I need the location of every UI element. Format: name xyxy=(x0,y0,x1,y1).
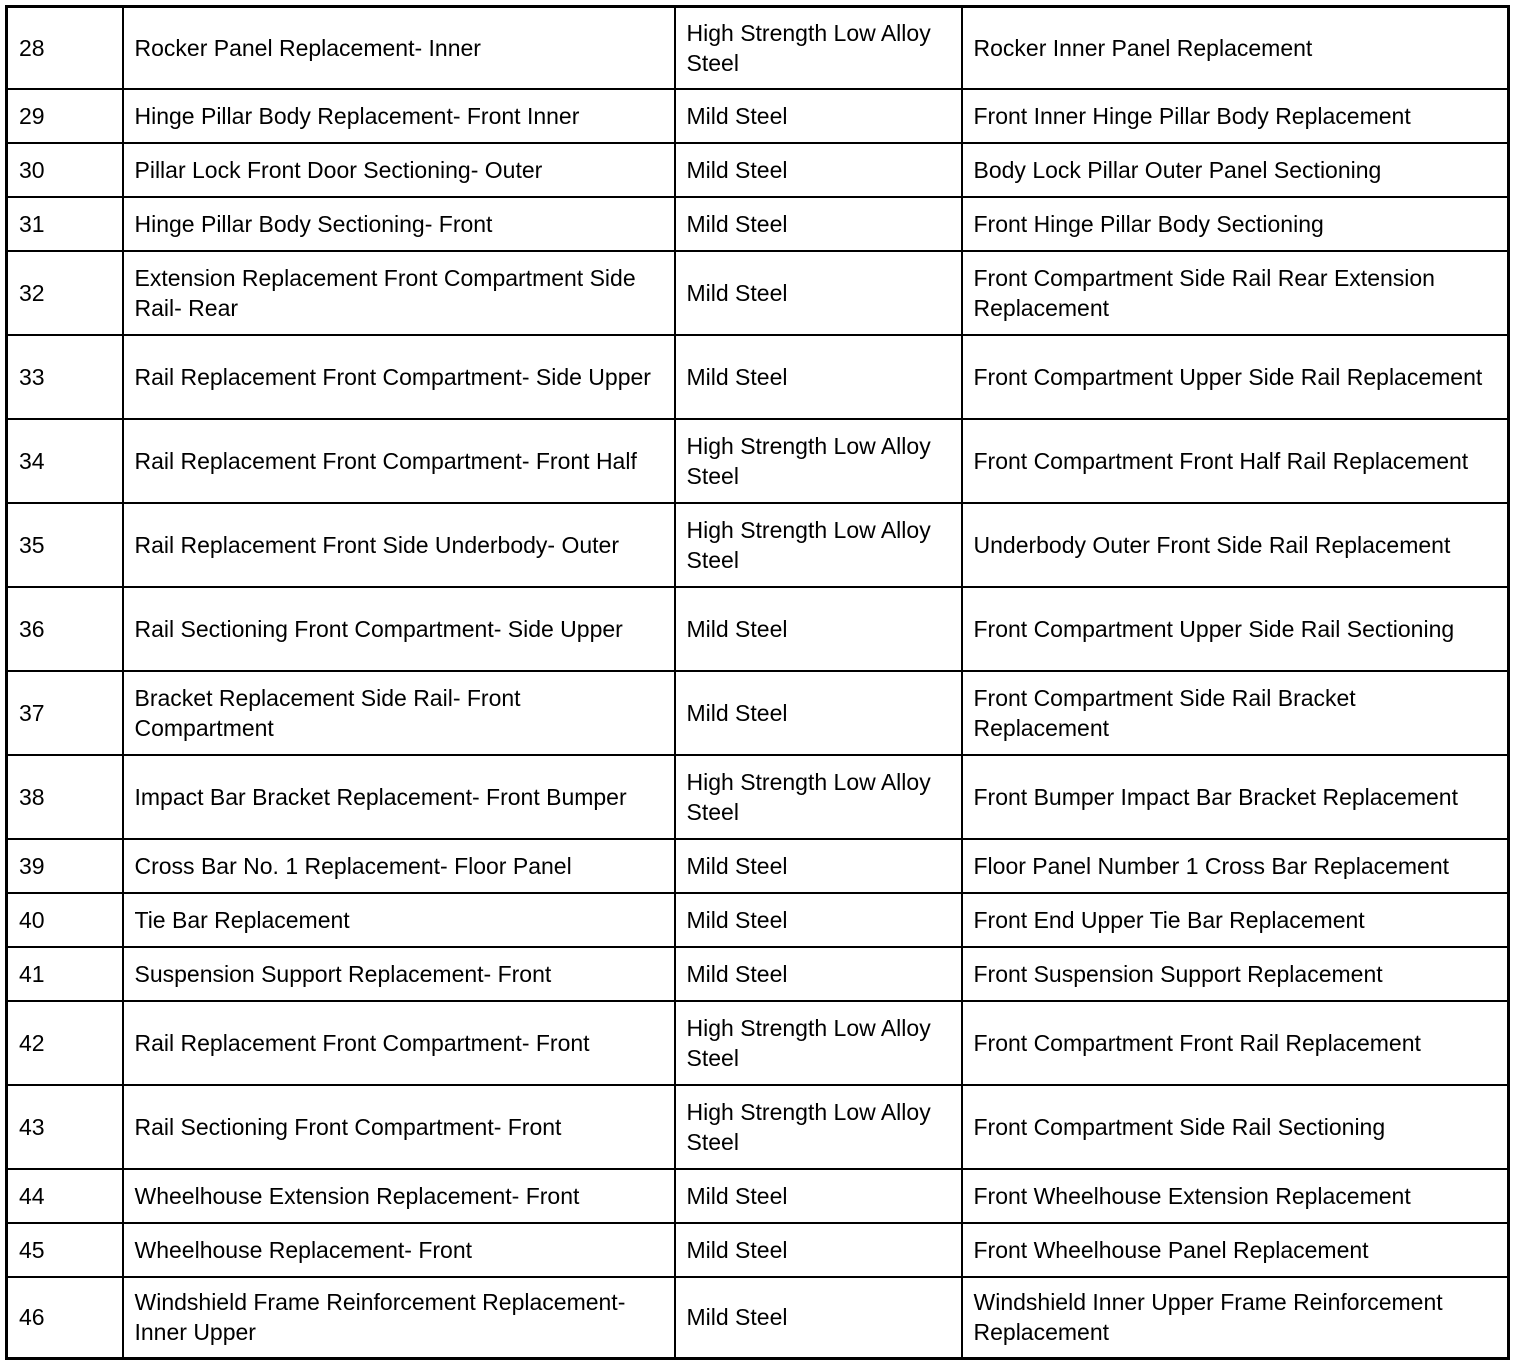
part-name: Pillar Lock Front Door Sectioning- Outer xyxy=(123,143,675,197)
material: Mild Steel xyxy=(675,251,962,335)
material: High Strength Low Alloy Steel xyxy=(675,755,962,839)
procedure-description: Front Compartment Upper Side Rail Sectioning xyxy=(962,587,1509,671)
row-number: 38 xyxy=(7,755,123,839)
parts-table-body xyxy=(7,7,1509,1359)
row-number: 32 xyxy=(7,251,123,335)
material: Mild Steel xyxy=(675,671,962,755)
procedure-description: Front Inner Hinge Pillar Body Replacement xyxy=(962,89,1509,143)
material: Mild Steel xyxy=(675,335,962,419)
row-number: 42 xyxy=(7,1001,123,1085)
procedure-description: Front Suspension Support Replacement xyxy=(962,947,1509,1001)
row-number: 37 xyxy=(7,671,123,755)
table-row xyxy=(7,1277,1509,1359)
table-row xyxy=(7,1223,1509,1277)
part-name: Cross Bar No. 1 Replacement- Floor Panel xyxy=(123,839,675,893)
table-row xyxy=(7,335,1509,419)
procedure-description: Body Lock Pillar Outer Panel Sectioning xyxy=(962,143,1509,197)
material: High Strength Low Alloy Steel xyxy=(675,1085,962,1169)
part-name: Windshield Frame Reinforcement Replacement- Inner Upper xyxy=(123,1277,675,1359)
procedure-description: Front Wheelhouse Extension Replacement xyxy=(962,1169,1509,1223)
table-row xyxy=(7,839,1509,893)
procedure-description: Front Hinge Pillar Body Sectioning xyxy=(962,197,1509,251)
material: Mild Steel xyxy=(675,947,962,1001)
table-row xyxy=(7,503,1509,587)
part-name: Hinge Pillar Body Replacement- Front Inner xyxy=(123,89,675,143)
material: Mild Steel xyxy=(675,1223,962,1277)
material: Mild Steel xyxy=(675,1277,962,1359)
part-name: Hinge Pillar Body Sectioning- Front xyxy=(123,197,675,251)
table-row xyxy=(7,7,1509,89)
procedure-description: Front Compartment Side Rail Rear Extension Replacement xyxy=(962,251,1509,335)
row-number: 31 xyxy=(7,197,123,251)
row-number: 40 xyxy=(7,893,123,947)
procedure-description: Front Bumper Impact Bar Bracket Replacement xyxy=(962,755,1509,839)
procedure-description: Front Compartment Front Half Rail Replacement xyxy=(962,419,1509,503)
table-row xyxy=(7,671,1509,755)
procedure-description: Windshield Inner Upper Frame Reinforcement Replacement xyxy=(962,1277,1509,1359)
procedure-description: Front Compartment Side Rail Sectioning xyxy=(962,1085,1509,1169)
part-name: Rail Sectioning Front Compartment- Front xyxy=(123,1085,675,1169)
part-name: Rail Sectioning Front Compartment- Side Upper xyxy=(123,587,675,671)
table-row xyxy=(7,1085,1509,1169)
procedure-description: Front Compartment Side Rail Bracket Replacement xyxy=(962,671,1509,755)
material: High Strength Low Alloy Steel xyxy=(675,419,962,503)
row-number: 41 xyxy=(7,947,123,1001)
procedure-description: Front End Upper Tie Bar Replacement xyxy=(962,893,1509,947)
part-name: Extension Replacement Front Compartment Side Rail- Rear xyxy=(123,251,675,335)
part-name: Rail Replacement Front Compartment- Front xyxy=(123,1001,675,1085)
part-name: Rail Replacement Front Compartment- Side Upper xyxy=(123,335,675,419)
table-row xyxy=(7,251,1509,335)
part-name: Impact Bar Bracket Replacement- Front Bumper xyxy=(123,755,675,839)
material: High Strength Low Alloy Steel xyxy=(675,1001,962,1085)
row-number: 46 xyxy=(7,1277,123,1359)
material: Mild Steel xyxy=(675,1169,962,1223)
row-number: 43 xyxy=(7,1085,123,1169)
part-name: Suspension Support Replacement- Front xyxy=(123,947,675,1001)
table-row xyxy=(7,1169,1509,1223)
row-number: 35 xyxy=(7,503,123,587)
material: Mild Steel xyxy=(675,89,962,143)
parts-table xyxy=(5,5,1510,1360)
table-row xyxy=(7,587,1509,671)
part-name: Rail Replacement Front Compartment- Front Half xyxy=(123,419,675,503)
table-row xyxy=(7,419,1509,503)
material: Mild Steel xyxy=(675,893,962,947)
procedure-description: Floor Panel Number 1 Cross Bar Replacement xyxy=(962,839,1509,893)
table-row xyxy=(7,89,1509,143)
row-number: 34 xyxy=(7,419,123,503)
procedure-description: Front Wheelhouse Panel Replacement xyxy=(962,1223,1509,1277)
table-row xyxy=(7,143,1509,197)
row-number: 39 xyxy=(7,839,123,893)
part-name: Rocker Panel Replacement- Inner xyxy=(123,7,675,89)
row-number: 44 xyxy=(7,1169,123,1223)
material: High Strength Low Alloy Steel xyxy=(675,7,962,89)
material: Mild Steel xyxy=(675,143,962,197)
table-row xyxy=(7,197,1509,251)
row-number: 28 xyxy=(7,7,123,89)
part-name: Rail Replacement Front Side Underbody- Outer xyxy=(123,503,675,587)
table-row xyxy=(7,947,1509,1001)
material: Mild Steel xyxy=(675,587,962,671)
part-name: Tie Bar Replacement xyxy=(123,893,675,947)
part-name: Wheelhouse Replacement- Front xyxy=(123,1223,675,1277)
table-row xyxy=(7,755,1509,839)
row-number: 30 xyxy=(7,143,123,197)
row-number: 45 xyxy=(7,1223,123,1277)
procedure-description: Underbody Outer Front Side Rail Replacement xyxy=(962,503,1509,587)
part-name: Wheelhouse Extension Replacement- Front xyxy=(123,1169,675,1223)
material: High Strength Low Alloy Steel xyxy=(675,503,962,587)
row-number: 29 xyxy=(7,89,123,143)
procedure-description: Rocker Inner Panel Replacement xyxy=(962,7,1509,89)
procedure-description: Front Compartment Upper Side Rail Replacement xyxy=(962,335,1509,419)
material: Mild Steel xyxy=(675,839,962,893)
table-row xyxy=(7,1001,1509,1085)
part-name: Bracket Replacement Side Rail- Front Compartment xyxy=(123,671,675,755)
row-number: 36 xyxy=(7,587,123,671)
procedure-description: Front Compartment Front Rail Replacement xyxy=(962,1001,1509,1085)
material: Mild Steel xyxy=(675,197,962,251)
table-row xyxy=(7,893,1509,947)
row-number: 33 xyxy=(7,335,123,419)
